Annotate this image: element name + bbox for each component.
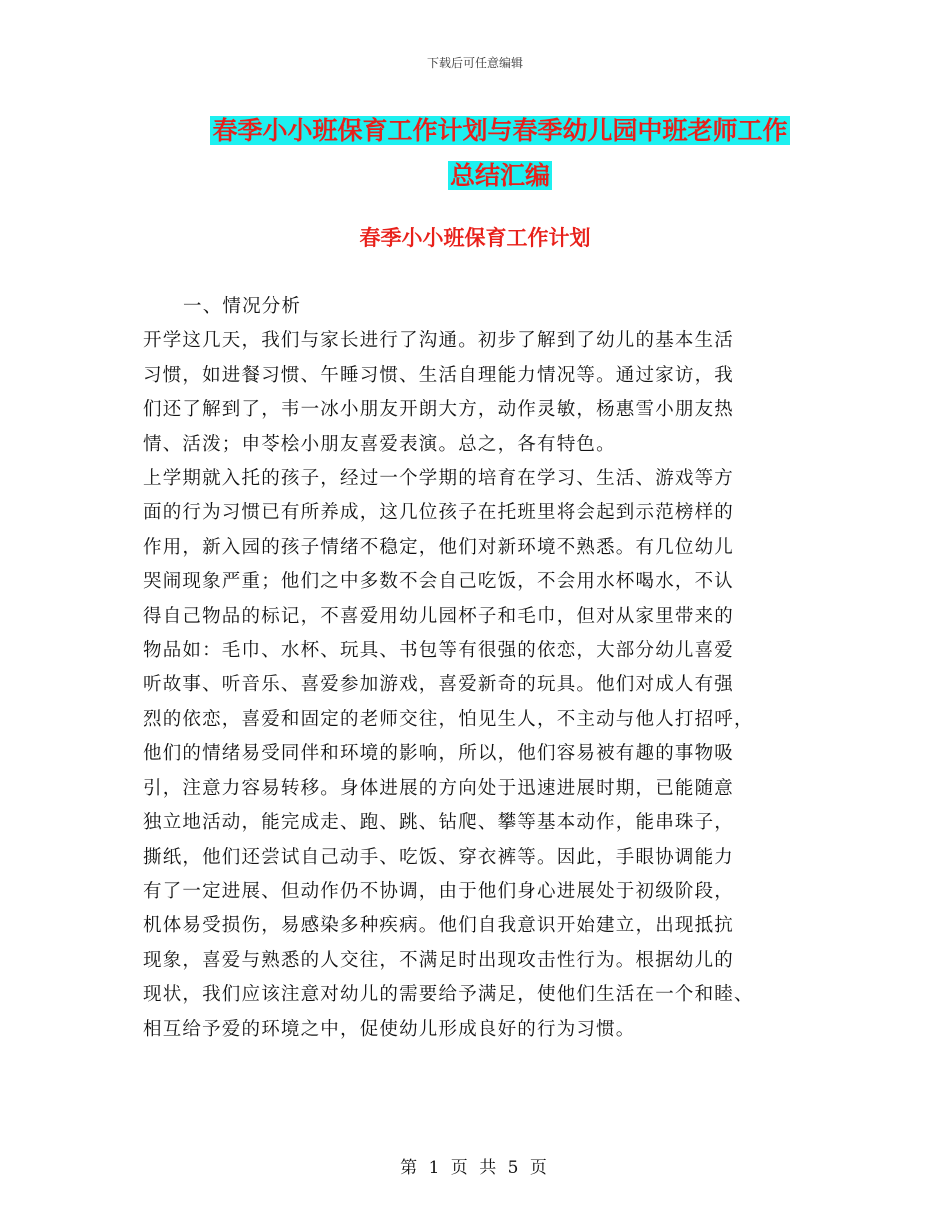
text-line: 有了一定进展、但动作仍不协调，由于他们身心进展处于初级阶段， bbox=[143, 880, 735, 902]
text-line: 听故事、听音乐、喜爱参加游戏，喜爱新奇的玩具。他们对成人有强 bbox=[143, 674, 735, 696]
text-line: 作用，新入园的孩子情绪不稳定，他们对新环境不熟悉。有几位幼儿 bbox=[143, 536, 735, 558]
text-line: 独立地活动，能完成走、跑、跳、钻爬、攀等基本动作，能串珠子， bbox=[143, 812, 735, 834]
section-title: 春季小小班保育工作计划 bbox=[359, 226, 591, 250]
text-line: 习惯，如进餐习惯、午睡习惯、生活自理能力情况等。通过家访，我 bbox=[143, 364, 735, 386]
text-line: 撕纸，他们还尝试自己动手、吃饭、穿衣裤等。因此，手眼协调能力 bbox=[143, 846, 735, 868]
text-line: 上学期就入托的孩子，经过一个学期的培育在学习、生活、游戏等方 bbox=[143, 468, 735, 490]
text-line: 们还了解到了，韦一冰小朋友开朗大方，动作灵敏，杨惠雪小朋友热 bbox=[143, 399, 735, 421]
text-line: 情、活泼；申苓桧小朋友喜爱表演。总之，各有特色。 bbox=[143, 433, 616, 455]
text-line: 引，注意力容易转移。身体进展的方向处于迅速进展时期，已能随意 bbox=[143, 777, 735, 799]
text-line: 现状，我们应该注意对幼儿的需要给予满足，使他们生活在一个和睦、 bbox=[143, 984, 754, 1006]
document-title-line-1: 春季小小班保育工作计划与春季幼儿园中班老师工作 bbox=[212, 116, 788, 145]
page-header-note: 下载后可任意编辑 bbox=[426, 56, 523, 70]
text-line: 烈的依恋，喜爱和固定的老师交往，怕见生人，不主动与他人打招呼， bbox=[143, 708, 754, 730]
text-line: 相互给予爱的环境之中，促使幼儿形成良好的行为习惯。 bbox=[143, 1018, 636, 1040]
document-title bbox=[120, 108, 880, 198]
text-line: 开学这几天，我们与家长进行了沟通。初步了解到了幼儿的基本生活 bbox=[143, 330, 735, 352]
document-title-line-2: 总结汇编 bbox=[449, 161, 550, 190]
page-number-footer: 第 1 页 共 5 页 bbox=[400, 1158, 550, 1178]
text-line: 物品如：毛巾、水杯、玩具、书包等有很强的依恋，大部分幼儿喜爱 bbox=[143, 640, 735, 662]
text-line: 哭闹现象严重；他们之中多数不会自己吃饭，不会用水杯喝水，不认 bbox=[143, 571, 735, 593]
body-text bbox=[143, 290, 813, 1047]
section-heading: 一、情况分析 bbox=[183, 296, 302, 317]
text-line: 面的行为习惯已有所养成，这几位孩子在托班里将会起到示范榜样的 bbox=[143, 502, 735, 524]
text-line: 得自己物品的标记，不喜爱用幼儿园杯子和毛巾，但对从家里带来的 bbox=[143, 605, 735, 627]
text-line: 他们的情绪易受同伴和环境的影响，所以，他们容易被有趣的事物吸 bbox=[143, 743, 735, 765]
text-line: 现象，喜爱与熟悉的人交往，不满足时出现攻击性行为。根据幼儿的 bbox=[143, 949, 735, 971]
text-line: 机体易受损伤，易感染多种疾病。他们自我意识开始建立，出现抵抗 bbox=[143, 915, 735, 937]
